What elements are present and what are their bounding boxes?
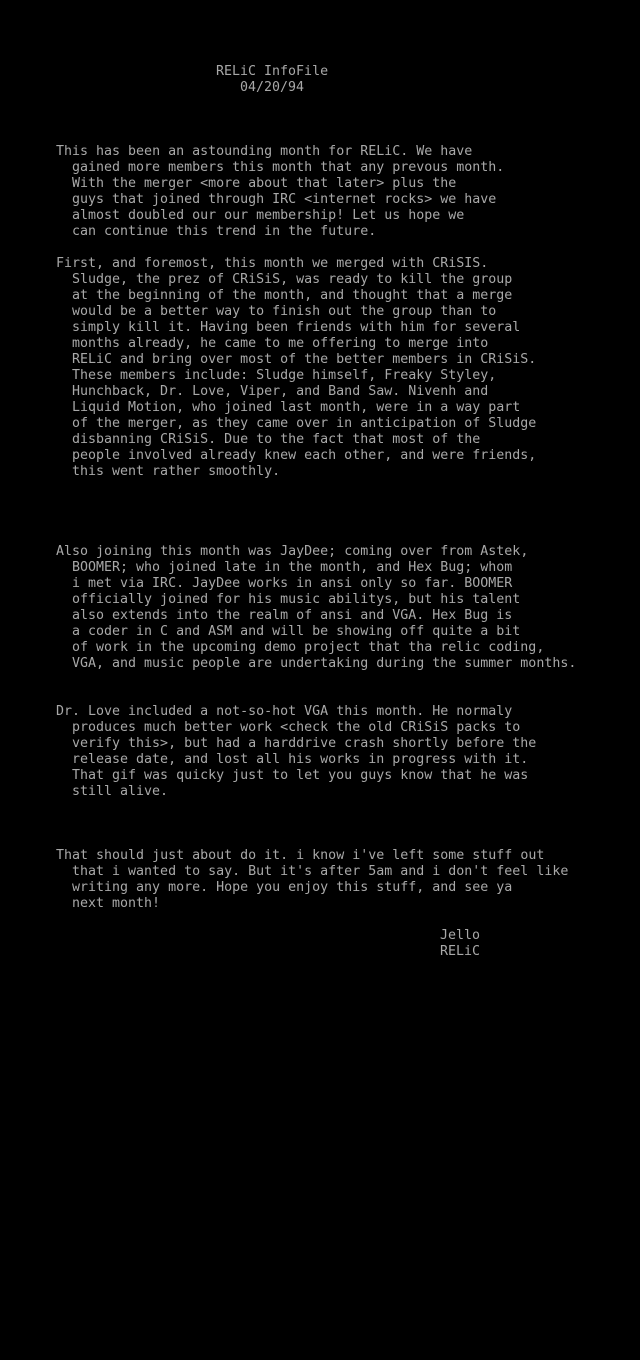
text-line: would be a better way to finish out the group than to	[72, 304, 497, 319]
page-date: 04/20/94	[240, 80, 305, 95]
text-line: of work in the upcoming demo project that tha relic coding,	[72, 640, 545, 655]
text-line: this went rather smoothly.	[72, 464, 281, 479]
text-line: RELiC and bring over most of the better members in CRiSiS.	[72, 352, 537, 367]
page-title: RELiC InfoFile	[216, 64, 329, 79]
text-line: Sludge, the prez of CRiSiS, was ready to kill the group	[72, 272, 513, 287]
text-line: months already, he came to me offering to merge into	[72, 336, 489, 351]
text-line: simply kill it. Having been friends with him for several	[72, 320, 521, 335]
text-line: That should just about do it. i know i've left some stuff out	[56, 848, 545, 863]
text-line: next month!	[72, 896, 161, 911]
text-line: disbanning CRiSiS. Due to the fact that most of the	[72, 432, 481, 447]
text-line: With the merger <more about that later> plus the	[72, 176, 457, 191]
text-line: i met via IRC. JayDee works in ansi only so far. BOOMER	[72, 576, 513, 591]
text-line: almost doubled our our membership! Let us hope we	[72, 208, 465, 223]
signature	[0, 928, 640, 1328]
text-line: also extends into the realm of ansi and VGA. Hex Bug is	[72, 608, 513, 623]
signature-group: RELiC	[440, 944, 481, 959]
text-line: VGA, and music people are undertaking during the summer months.	[72, 656, 577, 671]
text-line: produces much better work <check the old CRiSiS packs to	[72, 720, 521, 735]
text-line: that i wanted to say. But it's after 5am and i don't feel like	[72, 864, 569, 879]
text-line: gained more members this month that any prevous month.	[72, 160, 505, 175]
text-line: Liquid Motion, who joined last month, were in a way part	[72, 400, 521, 415]
text-line: BOOMER; who joined late in the month, and Hex Bug; whom	[72, 560, 513, 575]
text-line: still alive.	[72, 784, 169, 799]
text-line: officially joined for his music abilitys, but his talent	[72, 592, 521, 607]
text-line: This has been an astounding month for RELiC. We have	[56, 144, 473, 159]
text-line: verify this>, but had a harddrive crash shortly before the	[72, 736, 537, 751]
text-line: guys that joined through IRC <internet rocks> we have	[72, 192, 497, 207]
text-line: These members include: Sludge himself, Freaky Styley,	[72, 368, 497, 383]
text-line: a coder in C and ASM and will be showing off quite a bit	[72, 624, 521, 639]
text-line: Dr. Love included a not-so-hot VGA this month. He normaly	[56, 704, 513, 719]
text-line: Also joining this month was JayDee; coming over from Astek,	[56, 544, 529, 559]
text-line: release date, and lost all his works in progress with it.	[72, 752, 529, 767]
text-line: people involved already knew each other, and were friends,	[72, 448, 537, 463]
text-line: That gif was quicky just to let you guys know that he was	[72, 768, 529, 783]
text-line: Hunchback, Dr. Love, Viper, and Band Saw. Nivenh and	[72, 384, 489, 399]
text-line: at the beginning of the month, and thought that a merge	[72, 288, 513, 303]
header	[0, 48, 640, 112]
text-line: First, and foremost, this month we merged with CRiSIS.	[56, 256, 489, 271]
text-line: writing any more. Hope you enjoy this stuff, and see ya	[72, 880, 513, 895]
signature-name: Jello	[440, 928, 481, 943]
text-line: can continue this trend in the future.	[72, 224, 377, 239]
text-line: of the merger, as they came over in anticipation of Sludge	[72, 416, 537, 431]
